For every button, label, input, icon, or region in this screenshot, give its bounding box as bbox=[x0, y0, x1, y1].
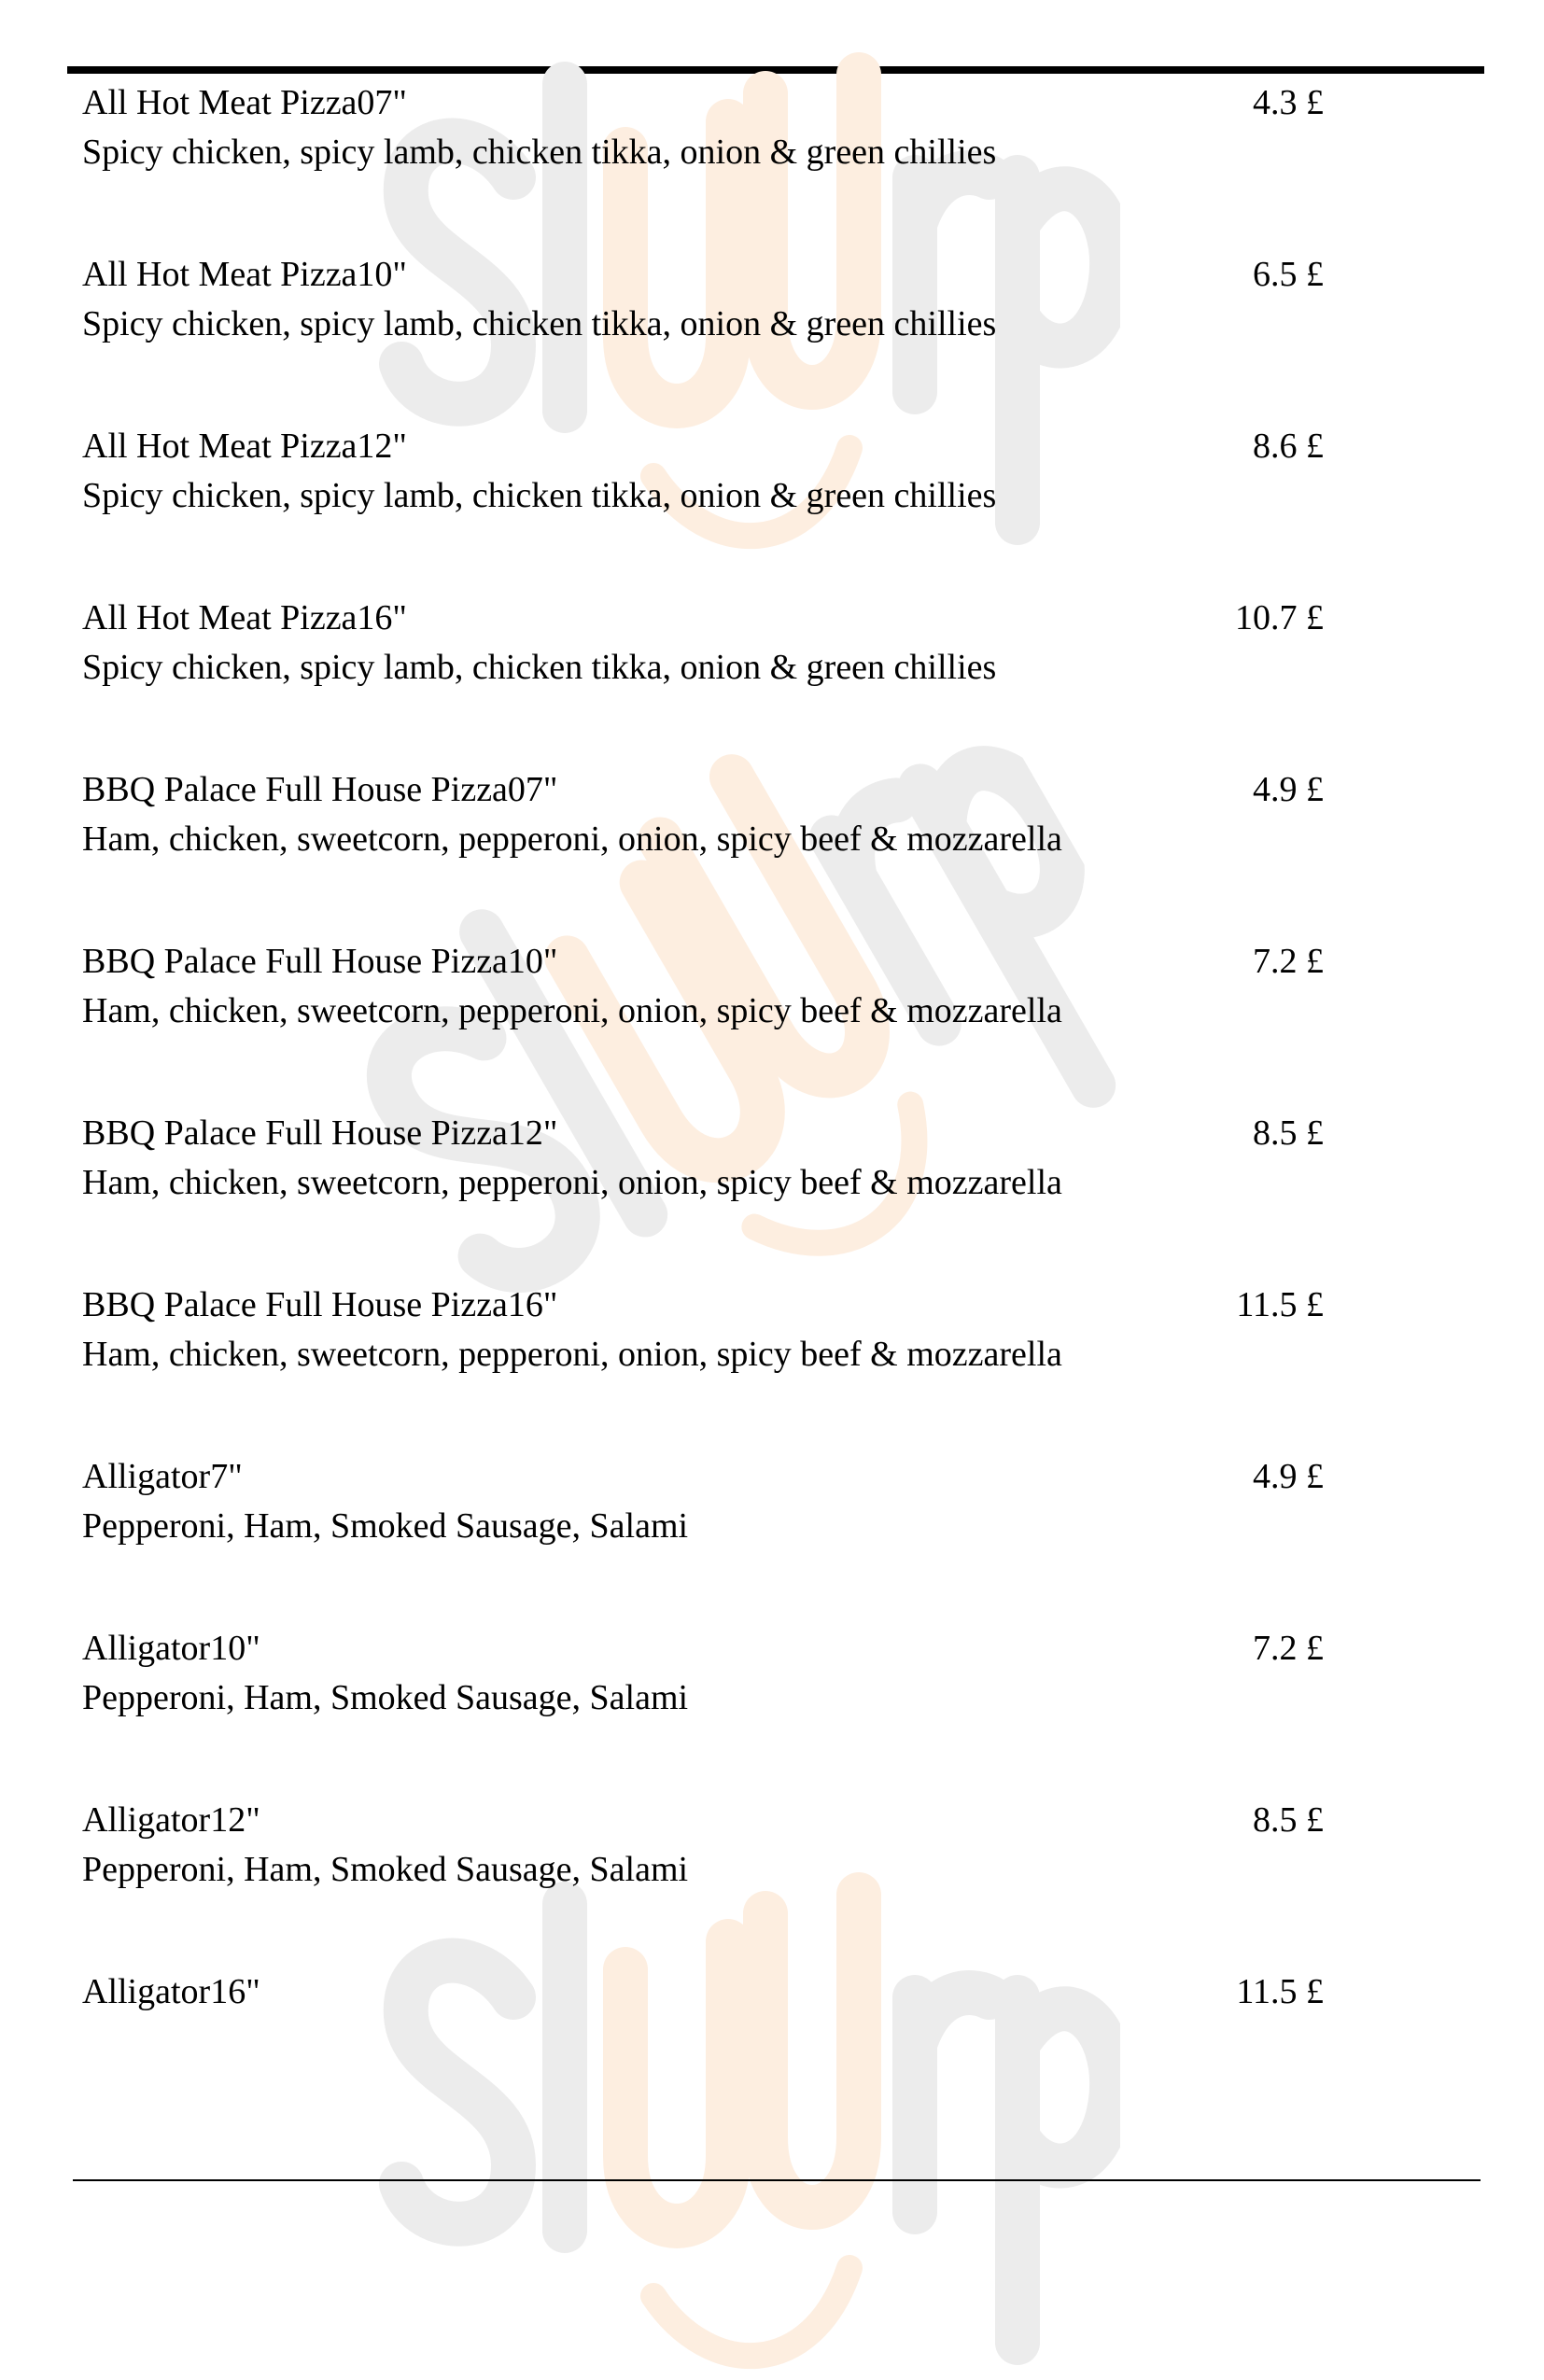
menu-item bbox=[82, 1971, 1324, 2083]
item-price: 7.2 £ bbox=[1253, 1629, 1324, 1668]
item-name: BBQ Palace Full House Pizza16" bbox=[82, 1285, 558, 1324]
menu-item bbox=[82, 1799, 1324, 1911]
item-price: 11.5 £ bbox=[1236, 1972, 1324, 2011]
menu-item bbox=[82, 769, 1324, 881]
item-price: 4.9 £ bbox=[1253, 1457, 1324, 1496]
menu-item bbox=[82, 1113, 1324, 1225]
item-name: Alligator16" bbox=[82, 1972, 260, 2011]
item-name: Alligator7" bbox=[82, 1457, 243, 1496]
item-name: BBQ Palace Full House Pizza12" bbox=[82, 1113, 558, 1153]
item-description: Spicy chicken, spicy lamb, chicken tikka, onion & green chillies bbox=[82, 133, 997, 172]
item-description: Pepperoni, Ham, Smoked Sausage, Salami bbox=[82, 1850, 689, 1889]
item-price: 6.5 £ bbox=[1253, 255, 1324, 294]
item-description: Ham, chicken, sweetcorn, pepperoni, onion, spicy beef & mozzarella bbox=[82, 819, 1062, 859]
menu-item bbox=[82, 426, 1324, 538]
menu-item bbox=[82, 82, 1324, 194]
menu-item bbox=[82, 1284, 1324, 1396]
item-name: All Hot Meat Pizza16" bbox=[82, 598, 407, 637]
item-description: Spicy chicken, spicy lamb, chicken tikka, onion & green chillies bbox=[82, 648, 997, 687]
top-rule bbox=[67, 66, 1484, 74]
item-price: 4.3 £ bbox=[1253, 83, 1324, 122]
item-description: Ham, chicken, sweetcorn, pepperoni, onion, spicy beef & mozzarella bbox=[82, 991, 1062, 1030]
menu-item bbox=[82, 1628, 1324, 1740]
bottom-rule bbox=[73, 2179, 1481, 2181]
item-price: 8.6 £ bbox=[1253, 427, 1324, 466]
item-price: 8.5 £ bbox=[1253, 1800, 1324, 1840]
item-name: All Hot Meat Pizza07" bbox=[82, 83, 407, 122]
menu-item bbox=[82, 1456, 1324, 1568]
item-description: Pepperoni, Ham, Smoked Sausage, Salami bbox=[82, 1506, 689, 1546]
item-price: 10.7 £ bbox=[1235, 598, 1324, 637]
item-description: Spicy chicken, spicy lamb, chicken tikka, onion & green chillies bbox=[82, 476, 997, 515]
menu-item bbox=[82, 254, 1324, 366]
item-name: BBQ Palace Full House Pizza10" bbox=[82, 942, 558, 981]
item-description: Ham, chicken, sweetcorn, pepperoni, onion, spicy beef & mozzarella bbox=[82, 1335, 1062, 1374]
item-name: All Hot Meat Pizza10" bbox=[82, 255, 407, 294]
item-price: 11.5 £ bbox=[1236, 1285, 1324, 1324]
item-price: 7.2 £ bbox=[1253, 942, 1324, 981]
item-description: Ham, chicken, sweetcorn, pepperoni, onion, spicy beef & mozzarella bbox=[82, 1163, 1062, 1202]
item-name: Alligator10" bbox=[82, 1629, 260, 1668]
menu-item bbox=[82, 597, 1324, 709]
item-price: 8.5 £ bbox=[1253, 1113, 1324, 1153]
item-name: Alligator12" bbox=[82, 1800, 260, 1840]
item-price: 4.9 £ bbox=[1253, 770, 1324, 809]
item-description: Pepperoni, Ham, Smoked Sausage, Salami bbox=[82, 1678, 689, 1717]
item-name: BBQ Palace Full House Pizza07" bbox=[82, 770, 558, 809]
watermark-logo bbox=[373, 1857, 1120, 2380]
menu-item bbox=[82, 941, 1324, 1053]
item-description: Spicy chicken, spicy lamb, chicken tikka, onion & green chillies bbox=[82, 304, 997, 343]
item-name: All Hot Meat Pizza12" bbox=[82, 427, 407, 466]
